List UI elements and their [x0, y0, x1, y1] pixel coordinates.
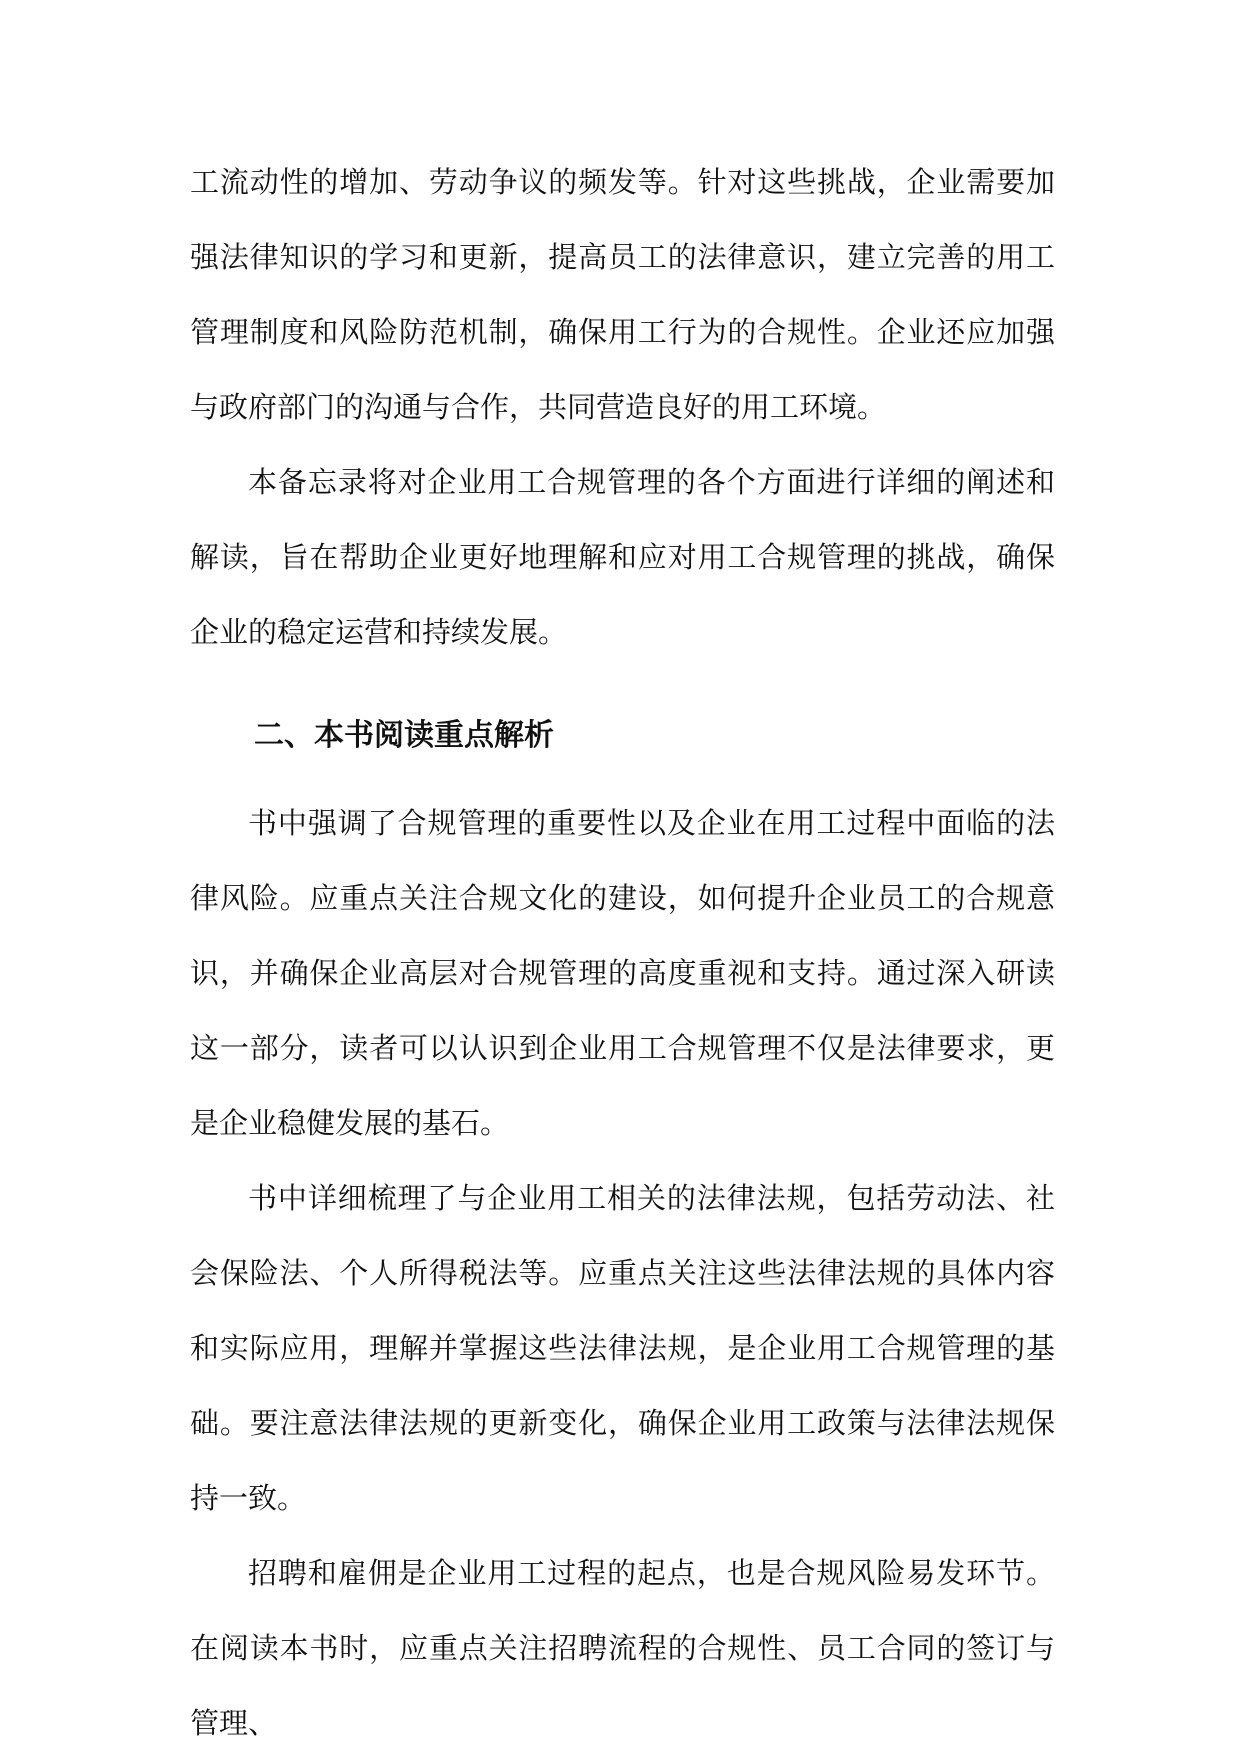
- paragraph-compliance-importance: 书中强调了合规管理的重要性以及企业在用工过程中面临的法律风险。应重点关注合规文化的建设，如何提升企业员工的合规意识，并确保企业高层对合规管理的高度重视和支持。通过深入研读这一部分，读者可以认识到企业用工合规管理不仅是法律要求，更是企业稳健发展的基石。: [190, 806, 1055, 1140]
- paragraph-memo-purpose: 本备忘录将对企业用工合规管理的各个方面进行详细的阐述和解读，旨在帮助企业更好地理解和应对用工合规管理的挑战，确保企业的稳定运营和持续发展。: [190, 465, 1055, 649]
- section-heading: 二、本书阅读重点解析: [254, 718, 554, 753]
- paragraph-laws-regulations: 书中详细梳理了与企业用工相关的法律法规，包括劳动法、社会保险法、个人所得税法等。应重点关注这些法律法规的具体内容和实际应用，理解并掌握这些法律法规，是企业用工合规管理的基础。要注意法律法规的更新变化，确保企业用工政策与法律法规保持一致。: [190, 1181, 1055, 1515]
- paragraph-recruitment: 招聘和雇佣是企业用工过程的起点，也是合规风险易发环节。在阅读本书时，应重点关注招聘流程的合规性、员工合同的签订与管理、: [190, 1556, 1055, 1740]
- document-body: [190, 145, 1055, 1761]
- paragraph-continued: 工流动性的增加、劳动争议的频发等。针对这些挑战，企业需要加强法律知识的学习和更新，提高员工的法律意识，建立完善的用工管理制度和风险防范机制，确保用工行为的合规性。企业还应加强与政府部门的沟通与合作，共同营造良好的用工环境。: [190, 165, 1055, 424]
